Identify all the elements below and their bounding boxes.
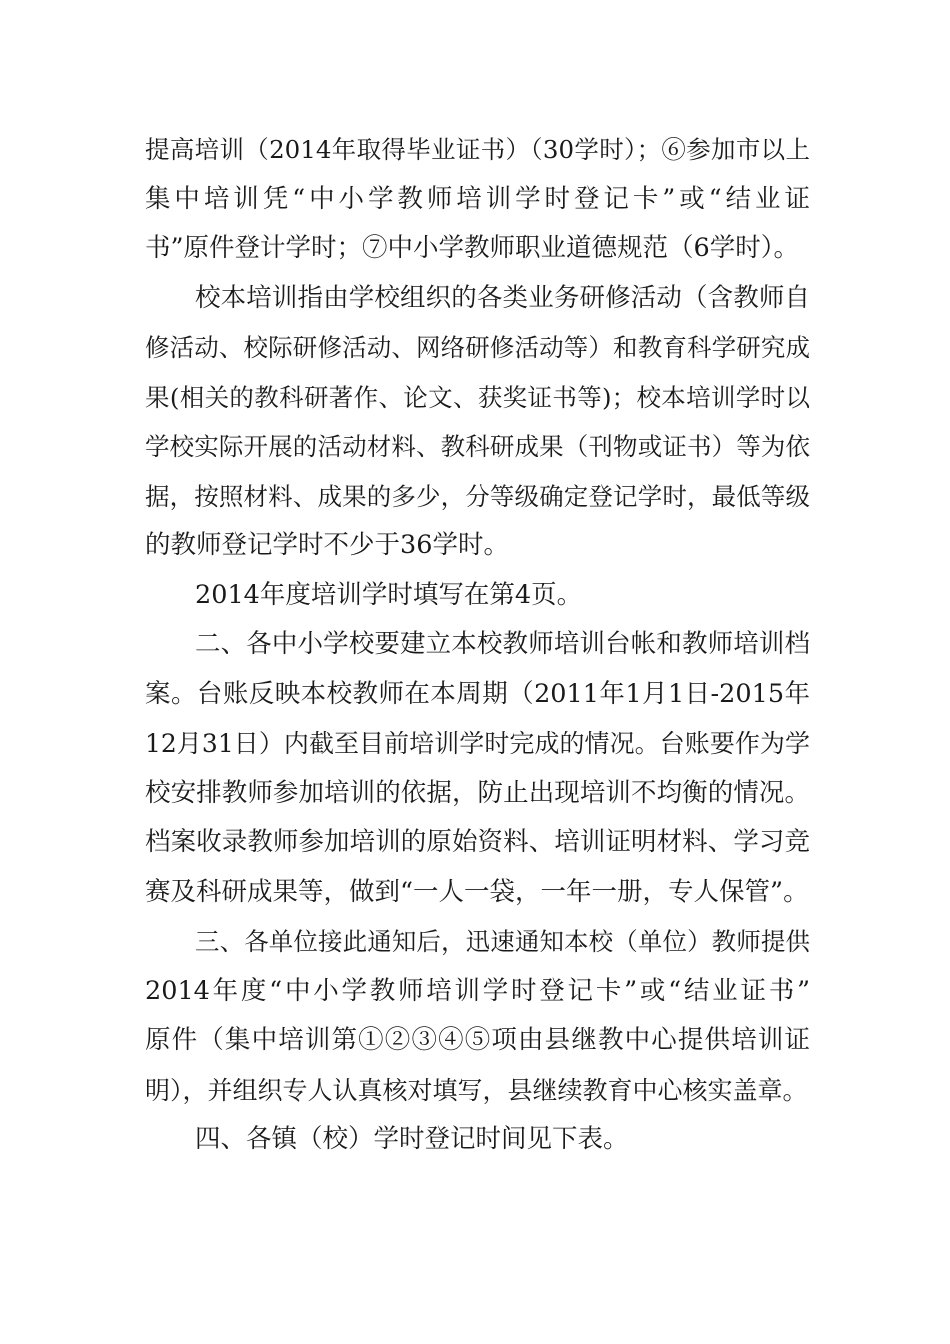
text-line: 12月31日）内截至目前培训学时完成的情况。台账要作为学 — [145, 729, 810, 758]
text-line: 原件（集中培训第①②③④⑤项由县继教中心提供培训证 — [145, 1025, 810, 1055]
text-line: 2014年度“中小学教师培训学时登记卡”或“结业证书” — [145, 975, 810, 1006]
text-line: 赛及科研成果等，做到“一人一袋，一年一册，专人保管”。 — [145, 876, 809, 907]
text-line: 校本培训指由学校组织的各类业务研修活动（含教师自 — [195, 282, 810, 313]
text-line: 提高培训（2014年取得毕业证书）（30学时）；⑥参加市以上 — [145, 135, 810, 164]
text-line: 校安排教师参加培训的依据，防止出现培训不均衡的情况。 — [145, 777, 810, 808]
text-line: 修活动、校际研修活动、网络研修活动等）和教育科学研究成 — [145, 333, 810, 362]
text-line: 果(相关的教科研著作、论文、获奖证书等)；校本培训学时以 — [145, 382, 810, 412]
text-line: 三、各单位接此通知后，迅速通知本校（单位）教师提供 — [195, 927, 810, 956]
text-line: 的教师登记学时不少于36学时。 — [145, 530, 509, 560]
text-line: 集中培训凭“中小学教师培训学时登记卡”或“结业证 — [145, 183, 810, 214]
text-line: 书”原件登计学时；⑦中小学教师职业道德规范（6学时）。 — [145, 233, 800, 263]
text-line: 2014年度培训学时填写在第4页。 — [195, 579, 583, 610]
text-line: 据，按照材料、成果的多少，分等级确定登记学时，最低等级 — [145, 481, 810, 511]
text-line: 明），并组织专人认真核对填写，县继续教育中心核实盖章。 — [145, 1075, 808, 1105]
document-body — [145, 125, 810, 1165]
text-line: 档案收录教师参加培训的原始资料、培训证明材料、学习竞 — [145, 827, 810, 857]
text-line: 四、各镇（校）学时登记时间见下表。 — [195, 1124, 629, 1154]
text-line: 案。台账反映本校教师在本周期（2011年1月1日-2015年 — [145, 678, 810, 709]
text-line: 二、各中小学校要建立本校教师培训台帐和教师培训档 — [195, 629, 810, 659]
text-line: 学校实际开展的活动材料、教科研成果（刊物或证书）等为依 — [145, 432, 810, 461]
